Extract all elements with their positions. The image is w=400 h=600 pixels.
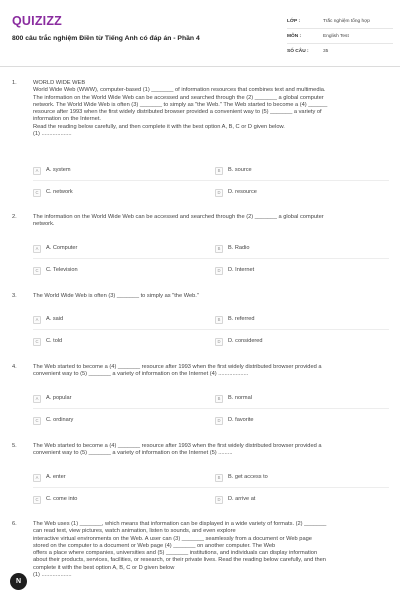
question-number: 1. <box>12 80 17 86</box>
meta-row-class <box>287 14 393 29</box>
question-2 <box>12 214 390 284</box>
option-letter-badge: D <box>215 189 223 197</box>
option-letter-badge: A <box>33 395 41 403</box>
question-text <box>33 521 389 579</box>
option-label: B. referred <box>228 315 255 322</box>
question-number: 5. <box>12 443 17 449</box>
floating-n-button[interactable]: N <box>10 573 27 590</box>
option-label: A. said <box>46 315 64 322</box>
option-c[interactable] <box>33 265 183 276</box>
option-a[interactable] <box>33 165 183 176</box>
option-label: C. ordinary <box>46 416 74 423</box>
question-number: 6. <box>12 521 17 527</box>
question-line: information on the Internet. <box>33 116 101 123</box>
option-letter-badge: D <box>215 338 223 346</box>
option-c[interactable] <box>33 415 183 426</box>
option-label: C. Television <box>46 266 78 273</box>
question-line: Read the reading below carefully, and then complete it with the best option A, B, C or D given below. <box>33 123 285 130</box>
question-text <box>33 80 389 138</box>
option-letter-badge: A <box>33 474 41 482</box>
option-label: A. system <box>46 166 71 173</box>
option-d[interactable] <box>215 336 365 347</box>
option-a[interactable] <box>33 393 183 404</box>
option-label: D. Internet <box>228 266 255 273</box>
question-line: (1) ................... <box>33 131 72 138</box>
option-label: A. popular <box>46 394 72 401</box>
option-d[interactable] <box>215 415 365 426</box>
meta-value: Trắc nghiệm tổng hợp <box>323 18 370 24</box>
option-label: B. normal <box>228 394 252 401</box>
option-letter-badge: A <box>33 316 41 324</box>
meta-key: MÔN : <box>287 33 302 39</box>
question-line: resource after 1993 when the first widely distributed browser provided a convenient way to (5) _______ a variety of <box>33 109 322 116</box>
option-b[interactable] <box>215 472 365 483</box>
question-line: (1) ................... <box>33 572 72 579</box>
option-c[interactable] <box>33 494 183 505</box>
option-letter-badge: B <box>215 395 223 403</box>
option-letter-badge: C <box>33 496 41 504</box>
option-b[interactable] <box>215 393 365 404</box>
header-divider <box>0 66 400 67</box>
meta-value: 35 <box>323 49 329 54</box>
page-title: 800 câu trắc nghiệm Điền từ Tiếng Anh có đáp án - Phần 4 <box>12 35 200 42</box>
question-6 <box>12 521 390 599</box>
question-line: The Web started to become a (4) _______ resource after 1993 when the first widely distributed browser provided a <box>33 443 322 449</box>
option-divider <box>33 487 389 488</box>
quizizz-logo[interactable]: QUIZIZZ <box>12 14 63 28</box>
question-line: complete it with the best option A, B, C or D given below <box>33 564 175 571</box>
option-letter-badge: D <box>215 496 223 504</box>
question-line: can read text, view pictures, watch animation, listen to sounds, and even explore <box>33 528 236 535</box>
question-text <box>33 443 389 458</box>
option-letter-badge: A <box>33 245 41 253</box>
question-line: stored on the computer to a document or Web page (4) _______ on another computer. The Web <box>33 542 276 549</box>
question-number: 2. <box>12 214 17 220</box>
question-line: convenient way to (5) _______ a variety of information on the Internet (4) ................... <box>33 371 249 378</box>
option-divider <box>33 258 389 259</box>
option-letter-badge: B <box>215 316 223 324</box>
question-line: World Wide Web (WWW), computer-based (1) _______ of information resources that combines text and multimedia. <box>33 87 326 94</box>
question-line: about their products, services, facilities, or research, or their private lives. Read the reading below carefully, and then <box>33 557 326 564</box>
option-d[interactable] <box>215 265 365 276</box>
option-label: C. told <box>46 337 63 344</box>
question-number: 4. <box>12 364 17 370</box>
question-text <box>33 214 389 229</box>
option-label: B. get access to <box>228 473 268 480</box>
option-label: A. enter <box>46 473 66 480</box>
option-a[interactable] <box>33 243 183 254</box>
option-b[interactable] <box>215 165 365 176</box>
meta-row-subject <box>287 29 393 44</box>
option-a[interactable] <box>33 314 183 325</box>
option-divider <box>33 329 389 330</box>
question-line: WORLD WIDE WEB <box>33 80 86 86</box>
option-b[interactable] <box>215 314 365 325</box>
question-4 <box>12 364 390 434</box>
option-letter-badge: D <box>215 267 223 275</box>
meta-table <box>287 14 393 59</box>
option-c[interactable] <box>33 336 183 347</box>
question-5 <box>12 443 390 513</box>
option-label: C. network <box>46 188 73 195</box>
meta-key: LỚP : <box>287 18 301 24</box>
option-label: D. considered <box>228 337 263 344</box>
question-line: offers a place where companies, universities and (5) _______ institutions, and individuals can display information <box>33 550 318 557</box>
question-line: The information on the World Wide Web can be accessed and searched through the (2) _______ a global computer <box>33 214 324 220</box>
option-letter-badge: D <box>215 417 223 425</box>
question-text <box>33 293 389 300</box>
option-a[interactable] <box>33 472 183 483</box>
option-label: B. Radio <box>228 244 250 251</box>
option-letter-badge: C <box>33 189 41 197</box>
meta-row-count <box>287 44 393 59</box>
option-label: A. Computer <box>46 244 78 251</box>
question-text <box>33 364 389 379</box>
option-letter-badge: A <box>33 167 41 175</box>
option-label: B. source <box>228 166 252 173</box>
option-letter-badge: C <box>33 267 41 275</box>
option-letter-badge: B <box>215 167 223 175</box>
question-line: network. <box>33 221 55 228</box>
header <box>0 0 400 64</box>
option-divider <box>33 180 389 181</box>
meta-value: English Test <box>323 33 349 39</box>
option-letter-badge: C <box>33 417 41 425</box>
question-line: network. The World Wide Web is often (3) _______ to simply as "the Web." The Web started to become a (4) ______ <box>33 101 328 108</box>
option-divider <box>33 408 389 409</box>
question-number: 3. <box>12 293 17 299</box>
option-label: C. come into <box>46 495 78 502</box>
question-line: interactive virtual environments on the Web. A user can (3) _______ seamlessly from a document or Web page <box>33 535 312 542</box>
question-line: The Web uses (1) _______, which means that information can be displayed in a wide variety of formats. (2) _______ <box>33 521 327 527</box>
option-b[interactable] <box>215 243 365 254</box>
question-line: The Web started to become a (4) _______ resource after 1993 when the first widely distributed browser provided a <box>33 364 322 370</box>
option-letter-badge: B <box>215 245 223 253</box>
question-line: convenient way to (5) _______ a variety of information on the Internet (5) ......... <box>33 450 233 457</box>
option-letter-badge: C <box>33 338 41 346</box>
option-label: D. favorite <box>228 416 254 423</box>
option-d[interactable] <box>215 494 365 505</box>
question-line: The information on the World Wide Web can be accessed and searched through the (2) _______ a global computer <box>33 94 324 101</box>
option-c[interactable] <box>33 187 183 198</box>
option-label: D. resource <box>228 188 257 195</box>
option-label: D. arrive at <box>228 495 256 502</box>
meta-key: SỐ CÂU : <box>287 49 309 54</box>
option-letter-badge: B <box>215 474 223 482</box>
question-line: The World Wide Web is often (3) _______ to simply as "the Web." <box>33 293 199 299</box>
question-3 <box>12 293 390 353</box>
option-d[interactable] <box>215 187 365 198</box>
